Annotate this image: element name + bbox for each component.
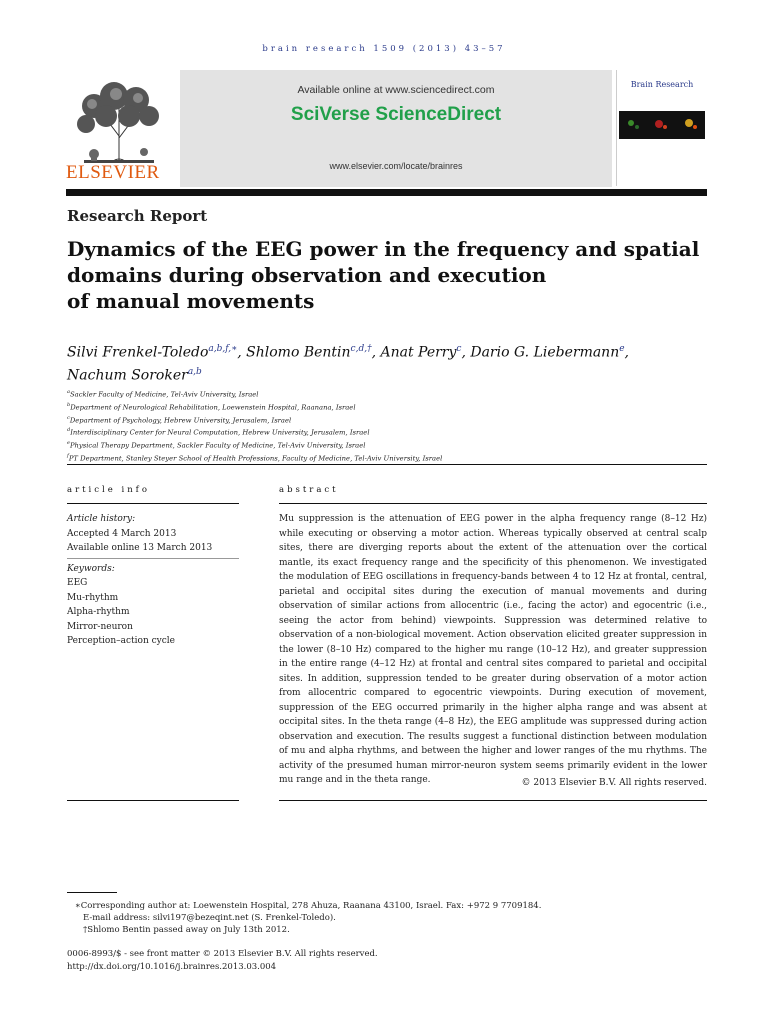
title-line: of manual movements	[67, 289, 315, 313]
author-affiliation-marker: e	[619, 344, 625, 354]
doi-link[interactable]: http://dx.doi.org/10.1016/j.brainres.2013.03.004	[67, 962, 277, 972]
article-info	[67, 512, 239, 649]
keywords-label: Keywords:	[67, 563, 115, 574]
journal-reference: brain research 1509 (2013) 43–57	[262, 44, 506, 54]
title-line: Dynamics of the EEG power in the frequency and spatial	[67, 237, 700, 261]
abstract-header: abstract	[279, 485, 339, 495]
author-name: Shlomo Bentin	[246, 344, 351, 361]
author-affiliation-marker: a,b	[187, 366, 202, 377]
author-affiliation-marker: a,b,f,∗	[208, 344, 238, 354]
email-note: E-mail address: silvi197@bezeqint.net (S. Frenkel-Toledo).	[83, 913, 336, 923]
author-name: Nachum Soroker	[67, 367, 188, 384]
footnotes	[67, 900, 707, 936]
author-name: Silvi Frenkel-Toledo	[67, 344, 209, 361]
header-divider	[66, 189, 707, 196]
available-online-text: Available online at www.sciencedirect.com	[297, 84, 495, 96]
affiliation-item: $^e$Physical Therapy Department, Sackler Faculty of Medicine, Tel-Aviv University, Israel	[67, 440, 366, 450]
cover-title: Brain Research	[630, 80, 694, 89]
keyword-item: EEG	[67, 578, 88, 588]
affiliation-item: $^c$Department of Psychology, Hebrew University, Jerusalem, Israel	[67, 414, 292, 424]
keyword-item: Mu-rhythm	[67, 592, 119, 603]
keyword-item: Perception–action cycle	[67, 636, 175, 646]
keywords-divider	[67, 558, 239, 559]
author-name: Dario G. Liebermann	[470, 344, 620, 361]
title-line: domains during observation and execution	[67, 263, 547, 287]
affiliation-item: $^b$Department of Neurological Rehabilitation, Loewenstein Hospital, Raanana, Israel	[67, 401, 356, 412]
journal-url: www.elsevier.com/locate/brainres	[329, 161, 463, 171]
front-matter-footer	[67, 948, 707, 974]
sciverse-sciencedirect-brand: SciVerse ScienceDirect	[290, 104, 502, 125]
affiliation-item: $^d$Interdisciplinary Center for Neural Computation, Hebrew University, Jerusalem, Israel	[67, 427, 370, 437]
issn-line: 0006-8993/$ - see front matter © 2013 Elsevier B.V. All rights reserved.	[67, 949, 378, 959]
article-info-header: article info	[67, 485, 150, 495]
journal-cover-thumbnail	[616, 70, 707, 186]
author-affiliation-marker: c	[456, 344, 462, 354]
online-date: Available online 13 March 2013	[67, 543, 213, 553]
article-title	[67, 236, 707, 314]
article-type-label: Research Report	[67, 207, 208, 225]
keyword-item: Alpha-rhythm	[67, 607, 130, 617]
deceased-note: †Shlomo Bentin passed away on July 13th 2012.	[83, 925, 290, 935]
section-divider	[67, 464, 707, 465]
abstract-bottom-rule	[279, 800, 707, 801]
article-info-bottom-rule	[67, 800, 239, 801]
keyword-item: Mirror-neuron	[67, 621, 133, 632]
elsevier-wordmark: ELSEVIER	[66, 162, 160, 183]
affiliation-item: $^f$PT Department, Stanley Steyer School of Health Professions, Faculty of Medicine, Tel-Aviv University, Israel	[67, 452, 443, 463]
author-list: Silvi Frenkel-Toledo$^{a,b,f,∗}$, Shlomo Bentin$^{c,d,\dagger}$, Anat Perry$^c$, Dario G. Liebermann$^e$, Nachum Soroker$^{a,b}$	[67, 344, 629, 384]
affiliations	[67, 387, 707, 464]
cover-image	[619, 111, 705, 139]
corresponding-author-note: ∗Corresponding author at: Loewenstein Hospital, 278 Ahuza, Raanana 43100, Israel. Fax: +972 9 7709184.	[75, 901, 542, 911]
abstract-body: Mu suppression is the attenuation of EEG power in the alpha frequency range (8–12 Hz) while executing or observing a motor action. Whereas typically observed at central scalp sites, there are diverging reports about the extent of the attenuation over the cortical mantle, its exact frequency range and the specificity of this phenomenon. We investigated the modulation of EEG oscillations in frequency-bands between 4 to 12 Hz at frontal, central, parietal and occipital sites during the execution of manual movements and during observation of similar actions from allocentric (i.e., facing the actor) and egocentric (i.e., seeing the actor from behind) viewpoints. Suppression was determined relative to observation of a non-biological movement. Action observation elicited greater suppression in the lower (8–10 Hz) compared to the higher mu range (10–12 Hz), and greater suppression in the entire range (4–12 Hz) at frontal and central sites compared to parietal and occipital sites. In addition, suppression tended to be greater during observation of a motor action from allocentric compared to egocentric viewpoints. During execution of movement, suppression of the EEG occurred primarily in the higher alpha range and was absent at occipital sites. In the theta range (4–8 Hz), the EEG amplitude was suppressed during action observation and execution. The results suggest a functional distinction between modulation of mu and alpha rhythms, and between the higher and lower ranges of the mu rhythms. The activity of the presumed human mirror-neuron system seems primarily evident in the lower mu range and in the theta range.	[279, 514, 707, 785]
abstract-divider	[279, 503, 707, 504]
sciencedirect-banner	[180, 70, 612, 187]
history-label: Article history:	[67, 514, 136, 524]
footnote-rule	[67, 892, 117, 893]
accepted-date: Accepted 4 March 2013	[67, 528, 177, 539]
abstract-copyright: © 2013 Elsevier B.V. All rights reserved.	[521, 778, 707, 788]
author-affiliation-marker: c,d,†	[350, 344, 372, 354]
author-name: Anat Perry	[380, 344, 457, 361]
article-info-divider	[67, 503, 239, 504]
affiliation-item: $^a$Sackler Faculty of Medicine, Tel-Aviv University, Israel	[67, 389, 259, 399]
